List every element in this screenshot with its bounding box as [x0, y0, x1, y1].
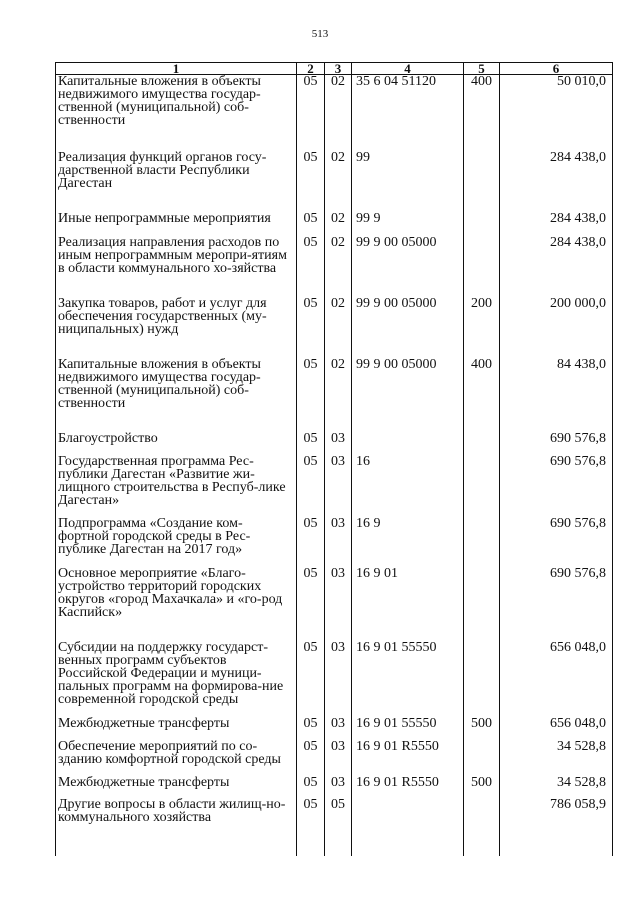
- section-code: 05: [297, 151, 325, 190]
- subsection-code: 03: [325, 567, 352, 619]
- amount: 690 576,8: [500, 432, 613, 445]
- amount: 284 438,0: [500, 151, 613, 190]
- table-row: [56, 236, 613, 275]
- column-header: 1: [56, 63, 297, 75]
- row-name: Обеспечение мероприятий по со-зданию комфортной городской среды: [56, 740, 297, 766]
- subsection-code: 02: [325, 212, 352, 225]
- expense-type: [464, 236, 500, 275]
- table-row: [56, 740, 613, 766]
- row-name: Подпрограмма «Создание ком-фортной городской среды в Рес-публике Дагестан на 2017 год»: [56, 517, 297, 556]
- subsection-code: 02: [325, 358, 352, 410]
- row-name: Закупка товаров, работ и услуг для обеспечения государственных (му-ниципальных) нужд: [56, 297, 297, 336]
- expense-type: 200: [464, 297, 500, 336]
- expense-type: [464, 432, 500, 445]
- section-code: 05: [297, 432, 325, 445]
- table-row: [56, 212, 613, 225]
- section-code: 05: [297, 776, 325, 789]
- subsection-code: 02: [325, 151, 352, 190]
- amount: 50 010,0: [500, 75, 613, 128]
- expense-type: [464, 798, 500, 824]
- section-code: 05: [297, 455, 325, 507]
- amount: 690 576,8: [500, 455, 613, 507]
- row-name: Государственная программа Рес-публики Дагестан «Развитие жи-лищного строительства в Респуб-лике Дагестан»: [56, 455, 297, 507]
- subsection-code: 05: [325, 798, 352, 824]
- section-code: 05: [297, 297, 325, 336]
- expense-type: 400: [464, 75, 500, 128]
- page-number: 513: [311, 28, 329, 40]
- subsection-code: 03: [325, 455, 352, 507]
- row-spacer: [56, 824, 613, 856]
- target-article: 35 6 04 51120: [352, 75, 464, 128]
- table-row: [56, 151, 613, 190]
- table-row: [56, 517, 613, 556]
- subsection-code: 03: [325, 740, 352, 766]
- row-name: Капитальные вложения в объекты недвижимого имущества государ-ственной (муниципальной) соб-ственности: [56, 75, 297, 128]
- amount: 284 438,0: [500, 236, 613, 275]
- row-name: Капитальные вложения в объекты недвижимого имущества государ-ственной (муниципальной) соб-ственности: [56, 358, 297, 410]
- target-article: 16: [352, 455, 464, 507]
- row-spacer: [56, 190, 613, 212]
- section-code: 05: [297, 517, 325, 556]
- amount: 200 000,0: [500, 297, 613, 336]
- amount: 284 438,0: [500, 212, 613, 225]
- target-article: [352, 798, 464, 824]
- target-article: 99: [352, 151, 464, 190]
- table-row: [56, 75, 613, 128]
- table-row: [56, 776, 613, 789]
- table-row: [56, 455, 613, 507]
- table-row: [56, 567, 613, 619]
- amount: 84 438,0: [500, 358, 613, 410]
- section-code: 05: [297, 567, 325, 619]
- target-article: 16 9 01 55550: [352, 641, 464, 706]
- expense-type: [464, 517, 500, 556]
- table-row: [56, 798, 613, 824]
- header-row: [56, 63, 613, 75]
- row-spacer: [56, 127, 613, 151]
- expense-type: [464, 212, 500, 225]
- section-code: 05: [297, 641, 325, 706]
- amount: 656 048,0: [500, 717, 613, 730]
- row-spacer: [56, 766, 613, 776]
- row-name: Межбюджетные трансферты: [56, 776, 297, 789]
- section-code: 05: [297, 798, 325, 824]
- expense-type: 400: [464, 358, 500, 410]
- row-name: Субсидии на поддержку государст-венных программ субъектов Российской Федерации и муници-пальных программ на формирова-ние современной городской среды: [56, 641, 297, 706]
- section-code: 05: [297, 236, 325, 275]
- amount: 786 058,9: [500, 798, 613, 824]
- row-spacer: [56, 336, 613, 358]
- row-name: Межбюджетные трансферты: [56, 717, 297, 730]
- subsection-code: 03: [325, 432, 352, 445]
- target-article: 16 9 01 55550: [352, 717, 464, 730]
- expense-type: 500: [464, 776, 500, 789]
- expense-type: [464, 641, 500, 706]
- expense-type: 500: [464, 717, 500, 730]
- table-row: [56, 297, 613, 336]
- row-name: Реализация направления расходов по иным непрограммным меропри-ятиям в области коммунального хо-зяйства: [56, 236, 297, 275]
- target-article: 99 9 00 05000: [352, 236, 464, 275]
- table-row: [56, 432, 613, 445]
- target-article: 16 9: [352, 517, 464, 556]
- subsection-code: 03: [325, 517, 352, 556]
- section-code: 05: [297, 75, 325, 128]
- amount: 34 528,8: [500, 740, 613, 766]
- row-spacer: [56, 410, 613, 432]
- subsection-code: 03: [325, 717, 352, 730]
- row-spacer: [56, 730, 613, 740]
- section-code: 05: [297, 717, 325, 730]
- row-name: Иные непрограммные мероприятия: [56, 212, 297, 225]
- row-name: Другие вопросы в области жилищ-но-коммунального хозяйства: [56, 798, 297, 824]
- subsection-code: 03: [325, 776, 352, 789]
- row-name: Основное мероприятие «Благо-устройство территорий городских округов «город Махачкала» и «го-род Каспийск»: [56, 567, 297, 619]
- column-header: 6: [500, 63, 613, 75]
- table-row: [56, 641, 613, 706]
- subsection-code: 03: [325, 641, 352, 706]
- subsection-code: 02: [325, 75, 352, 128]
- target-article: 16 9 01 R5550: [352, 740, 464, 766]
- row-spacer: [56, 556, 613, 567]
- section-code: 05: [297, 740, 325, 766]
- target-article: 99 9: [352, 212, 464, 225]
- target-article: [352, 432, 464, 445]
- expense-type: [464, 567, 500, 619]
- row-name: Реализация функций органов госу-дарственной власти Республики Дагестан: [56, 151, 297, 190]
- expense-type: [464, 151, 500, 190]
- row-spacer: [56, 275, 613, 297]
- row-spacer: [56, 789, 613, 798]
- expense-type: [464, 740, 500, 766]
- row-spacer: [56, 445, 613, 455]
- target-article: 16 9 01: [352, 567, 464, 619]
- row-spacer: [56, 507, 613, 517]
- target-article: 16 9 01 R5550: [352, 776, 464, 789]
- subsection-code: 02: [325, 236, 352, 275]
- table-body: [56, 75, 613, 857]
- row-name: Благоустройство: [56, 432, 297, 445]
- column-header: 5: [464, 63, 500, 75]
- amount: 34 528,8: [500, 776, 613, 789]
- row-spacer: [56, 706, 613, 717]
- section-code: 05: [297, 358, 325, 410]
- target-article: 99 9 00 05000: [352, 297, 464, 336]
- expense-type: [464, 455, 500, 507]
- amount: 690 576,8: [500, 567, 613, 619]
- table-row: [56, 358, 613, 410]
- column-header: 4: [352, 63, 464, 75]
- table-row: [56, 717, 613, 730]
- budget-table: [55, 62, 613, 856]
- column-header: 2: [297, 63, 325, 75]
- section-code: 05: [297, 212, 325, 225]
- subsection-code: 02: [325, 297, 352, 336]
- amount: 656 048,0: [500, 641, 613, 706]
- target-article: 99 9 00 05000: [352, 358, 464, 410]
- column-header: 3: [325, 63, 352, 75]
- row-spacer: [56, 225, 613, 236]
- row-spacer: [56, 619, 613, 641]
- amount: 690 576,8: [500, 517, 613, 556]
